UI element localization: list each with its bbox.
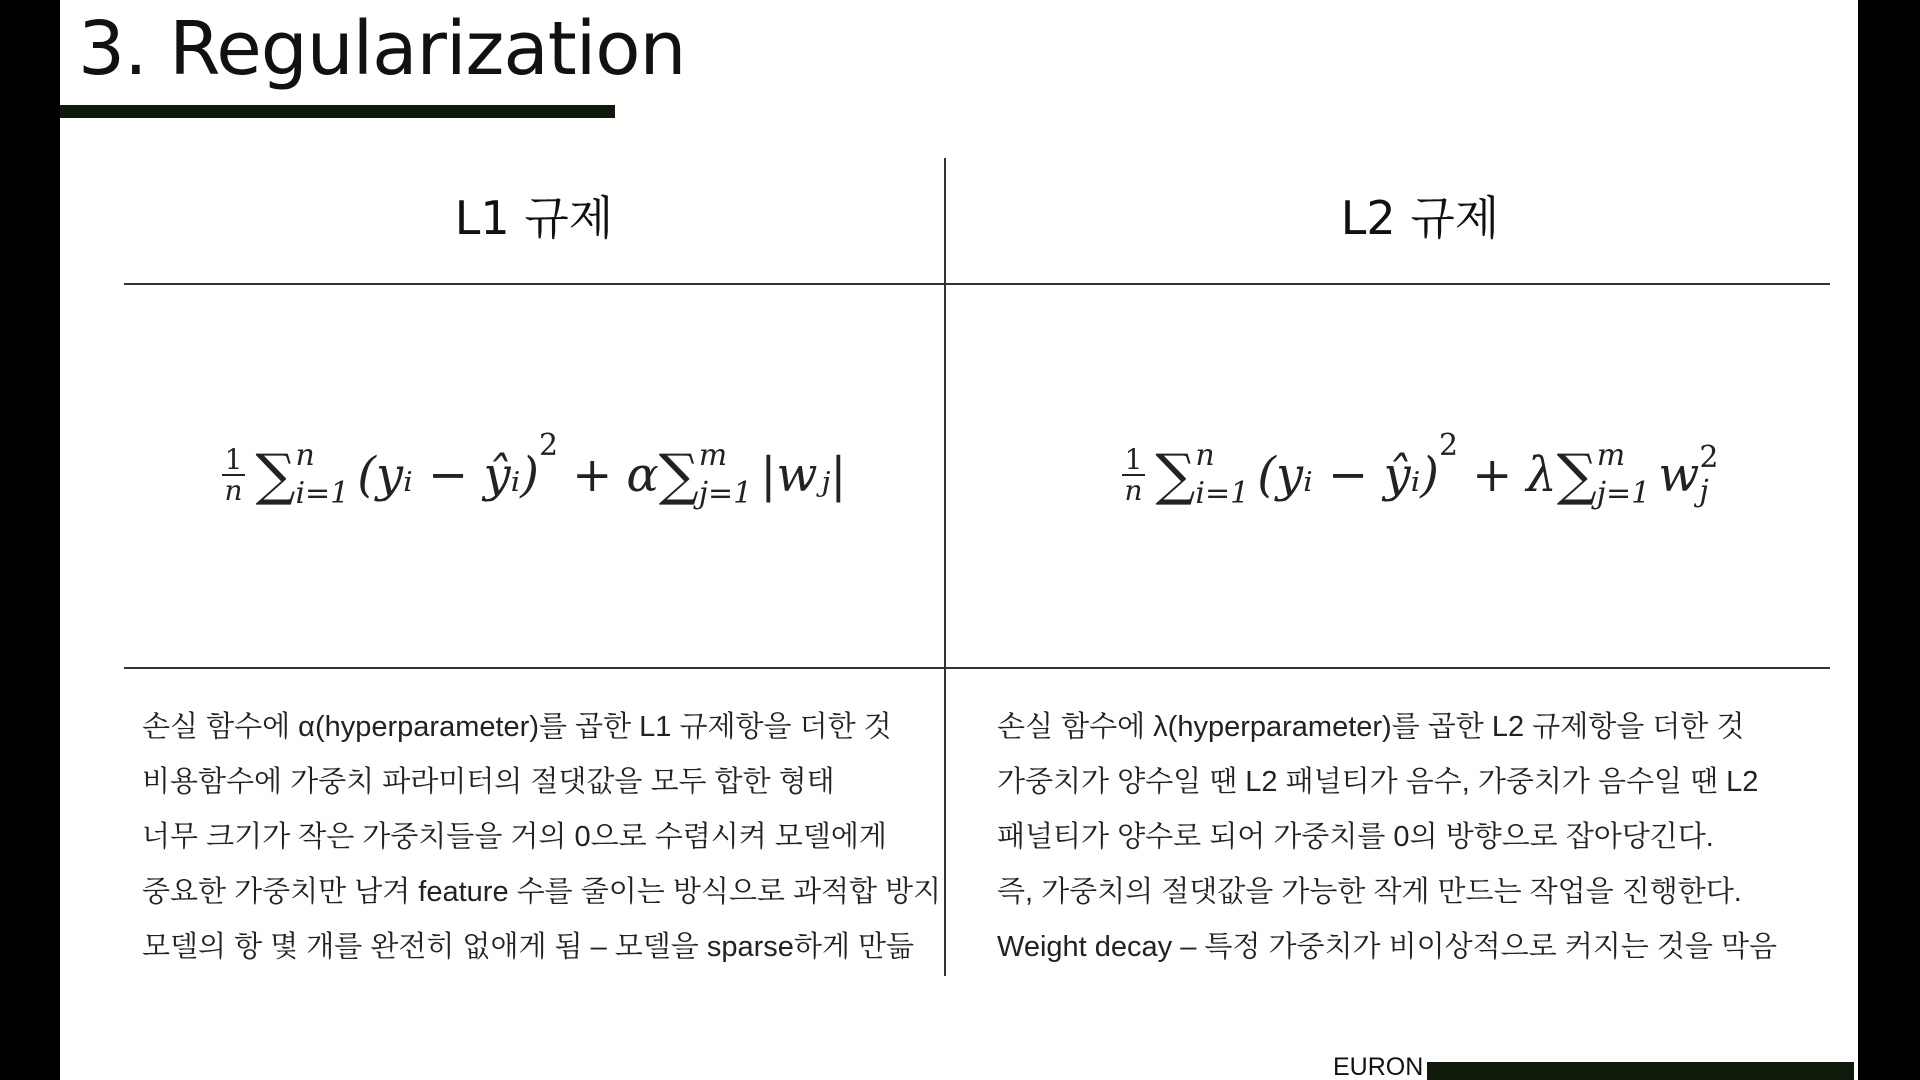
title-underline-bar bbox=[60, 105, 615, 118]
l2-sum-symbol-2: ∑ bbox=[1556, 442, 1597, 508]
l1-sum-symbol-1: ∑ bbox=[255, 442, 296, 508]
l1-alpha: α bbox=[626, 447, 659, 503]
l2-plus: + bbox=[1472, 447, 1513, 503]
l1-line: 모델의 항 몇 개를 완전히 없애게 됨 – 모델을 sparse하게 만듦 bbox=[142, 931, 915, 963]
l1-square: 2 bbox=[539, 428, 559, 463]
l1-line: 너무 크기가 작은 가중치들을 거의 0으로 수렴시켜 모델에게 bbox=[142, 821, 887, 853]
l2-lambda: λ bbox=[1526, 447, 1557, 503]
footer-label: EURON bbox=[1333, 1053, 1424, 1080]
l2-sum2-upper: m bbox=[1596, 438, 1626, 473]
l2-line: 손실 함수에 λ(hyperparameter)를 곱한 L2 규제항을 더한 것 bbox=[997, 711, 1745, 743]
l2-weight-index: j bbox=[1699, 474, 1709, 509]
l1-residual: (yᵢ − ŷᵢ) bbox=[357, 447, 539, 503]
l2-description bbox=[997, 700, 1777, 975]
l2-sum1-upper: n bbox=[1195, 438, 1215, 473]
slide bbox=[60, 0, 1858, 1080]
l2-sum-symbol-1: ∑ bbox=[1155, 442, 1196, 508]
l1-sum2-upper: m bbox=[698, 438, 728, 473]
l1-plus: + bbox=[572, 447, 613, 503]
l2-sum2-lower: j=1 bbox=[1596, 476, 1651, 511]
l2-formula bbox=[1010, 420, 1830, 530]
l2-weight-square: 2 bbox=[1699, 440, 1719, 475]
l2-line: 즉, 가중치의 절댓값을 가능한 작게 만드는 작업을 진행한다. bbox=[997, 876, 1742, 908]
l2-residual: (yᵢ − ŷᵢ) bbox=[1257, 447, 1439, 503]
l1-formula bbox=[124, 420, 944, 530]
l1-sum1-lower: i=1 bbox=[295, 476, 350, 511]
l2-line: Weight decay – 특정 가중치가 비이상적으로 커지는 것을 막음 bbox=[997, 931, 1777, 963]
l2-heading: L2 규제 bbox=[1340, 191, 1500, 245]
l1-heading: L1 규제 bbox=[454, 191, 614, 245]
slide-title: 3. Regularization bbox=[78, 6, 686, 92]
header-divider bbox=[124, 283, 1830, 285]
l1-line: 비용함수에 가중치 파라미터의 절댓값을 모두 합한 형태 bbox=[142, 766, 835, 798]
l1-line: 손실 함수에 α(hyperparameter)를 곱한 L1 규제항을 더한 것 bbox=[142, 711, 892, 743]
l2-weight: w bbox=[1658, 447, 1700, 503]
l2-line: 가중치가 양수일 땐 L2 패널티가 음수, 가중치가 음수일 땐 L2 bbox=[997, 766, 1759, 798]
l1-sum-symbol-2: ∑ bbox=[658, 442, 699, 508]
l1-sum1-upper: n bbox=[295, 438, 315, 473]
l2-square: 2 bbox=[1438, 428, 1459, 463]
l1-abs-weight: |wⱼ| bbox=[760, 447, 847, 503]
footer-bar bbox=[1427, 1062, 1854, 1080]
l1-description bbox=[142, 700, 942, 975]
formula-divider bbox=[124, 667, 1830, 669]
l2-fraction: $\frac{1}{n}$ bbox=[1122, 445, 1146, 506]
l2-line: 패널티가 양수로 되어 가중치를 0의 방향으로 잡아당긴다. bbox=[997, 821, 1714, 853]
l1-line: 중요한 가중치만 남겨 feature 수를 줄이는 방식으로 과적합 방지 bbox=[142, 876, 942, 908]
l1-sum2-lower: j=1 bbox=[698, 476, 753, 511]
l1-fraction: $\frac{1}{n}$ bbox=[222, 445, 246, 506]
column-divider bbox=[944, 158, 946, 976]
l2-sum1-lower: i=1 bbox=[1195, 476, 1250, 511]
